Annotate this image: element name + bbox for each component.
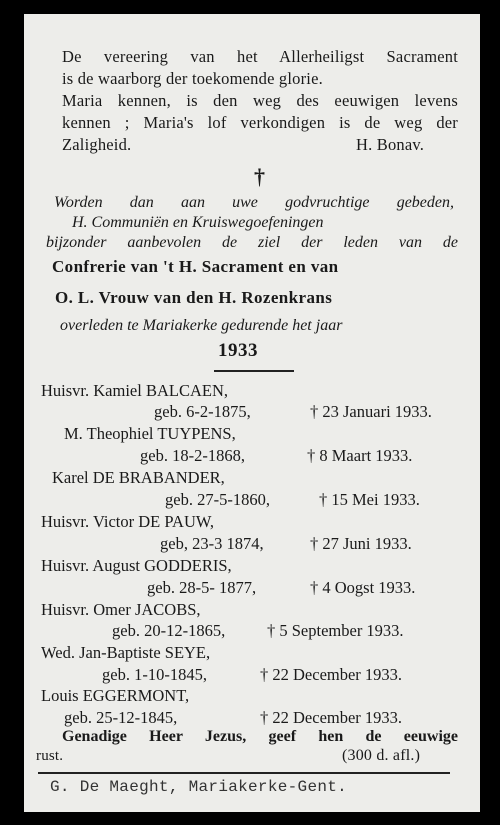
- deceased-name: M. Theophiel TUYPENS,: [64, 424, 236, 443]
- printer-credit: G. De Maeght, Mariakerke-Gent.: [50, 778, 348, 796]
- deceased-died: † 22 December 1933.: [260, 708, 403, 727]
- deceased-born: geb. 28-5- 1877,: [147, 578, 257, 597]
- deceased-born: geb. 25-12-1845,: [64, 708, 178, 727]
- quote-line-3: Maria kennen, is den weg des eeuwigen levens: [62, 91, 458, 110]
- indulgence-note: (300 d. afl.): [342, 747, 421, 764]
- deceased-name: Karel DE BRABANDER,: [52, 468, 225, 487]
- intro-line-4: overleden te Mariakerke gedurende het jaar: [60, 317, 343, 334]
- deceased-born: geb, 23-3 1874,: [160, 534, 264, 553]
- deceased-name: Huisvr. Omer JACOBS,: [41, 600, 201, 619]
- deceased-born: geb. 27-5-1860,: [165, 490, 270, 509]
- deceased-died: † 22 December 1933.: [260, 665, 403, 684]
- quote-line-2: is de waarborg der toekomende glorie.: [62, 69, 323, 88]
- deceased-name: Huisvr. August GODDERIS,: [41, 556, 232, 575]
- deceased-died: † 23 Januari 1933.: [310, 402, 432, 421]
- deceased-born: geb. 20-12-1865,: [112, 621, 226, 640]
- footer-divider: [38, 772, 450, 774]
- deceased-born: geb. 1-10-1845,: [102, 665, 207, 684]
- deceased-died: † 15 Mei 1933.: [319, 490, 420, 509]
- closing-line-1: Genadige Heer Jezus, geef hen de eeuwige: [62, 728, 458, 745]
- memorial-card: [24, 14, 480, 812]
- deceased-name: Huisvr. Victor DE PAUW,: [41, 512, 215, 531]
- deceased-died: † 27 Juni 1933.: [310, 534, 412, 553]
- deceased-born: geb. 18-2-1868,: [140, 446, 245, 465]
- year-heading: 1933: [218, 340, 258, 361]
- deceased-died: † 5 September 1933.: [267, 621, 404, 640]
- quote-line-1: De vereering van het Allerheiligst Sacrament: [62, 47, 458, 66]
- closing-line-2-left: rust.: [36, 748, 64, 764]
- deceased-name: Huisvr. Kamiel BALCAEN,: [41, 381, 228, 400]
- quote-attribution: H. Bonav.: [356, 135, 425, 154]
- confraternity-line-2: O. L. Vrouw van den H. Rozenkrans: [55, 288, 333, 307]
- year-underline: [214, 370, 294, 372]
- deceased-born: geb. 6-2-1875,: [154, 402, 251, 421]
- deceased-name: Louis EGGERMONT,: [41, 686, 190, 705]
- deceased-died: † 8 Maart 1933.: [307, 446, 413, 465]
- intro-line-3: bijzonder aanbevolen de ziel der leden van de: [46, 234, 458, 251]
- quote-line-5-left: Zaligheid.: [62, 135, 132, 154]
- deceased-name: Wed. Jan-Baptiste SEYE,: [41, 643, 211, 662]
- intro-line-1: Worden dan aan uwe godvruchtige gebeden,: [54, 194, 454, 211]
- deceased-died: † 4 Oogst 1933.: [310, 578, 416, 597]
- cross-symbol: †: [254, 164, 265, 189]
- quote-line-4: kennen ; Maria's lof verkondigen is de weg der: [62, 113, 458, 132]
- confraternity-line-1: Confrerie van 't H. Sacrament en van: [52, 257, 339, 276]
- intro-line-2: H. Communiën en Kruiswegoefeningen: [72, 214, 324, 231]
